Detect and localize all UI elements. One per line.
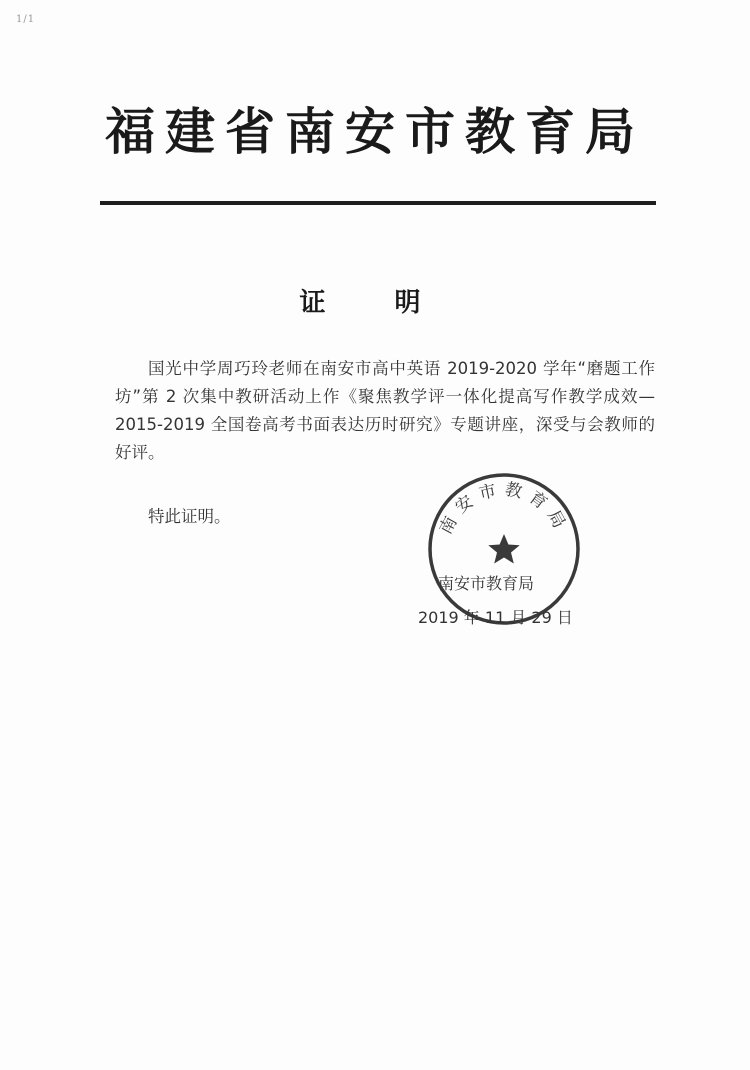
issue-date: 2019 年 11 月 29 日 <box>418 608 573 627</box>
letterhead-divider <box>100 201 656 205</box>
document-title: 证 明 <box>299 288 451 318</box>
page-corner-mark: 1/1 <box>16 14 36 25</box>
certificate-body: 国光中学周巧玲老师在南安市高中英语 2019-2020 学年“磨题工作坊”第 2 次集中教研活动上作《聚焦教学评一体化提高写作教学成效—2015-2019 全国卷高考书面表达历时研究》专题讲座，深受与会教师的好评。 <box>115 359 655 462</box>
letterhead-title: 福建省南安市教育局 <box>105 102 645 161</box>
star-icon <box>488 534 519 564</box>
issuer-name: 南安市教育局 <box>438 574 535 593</box>
closing-line: 特此证明。 <box>148 507 231 526</box>
seal-text: 南安市教育局 <box>435 479 573 538</box>
